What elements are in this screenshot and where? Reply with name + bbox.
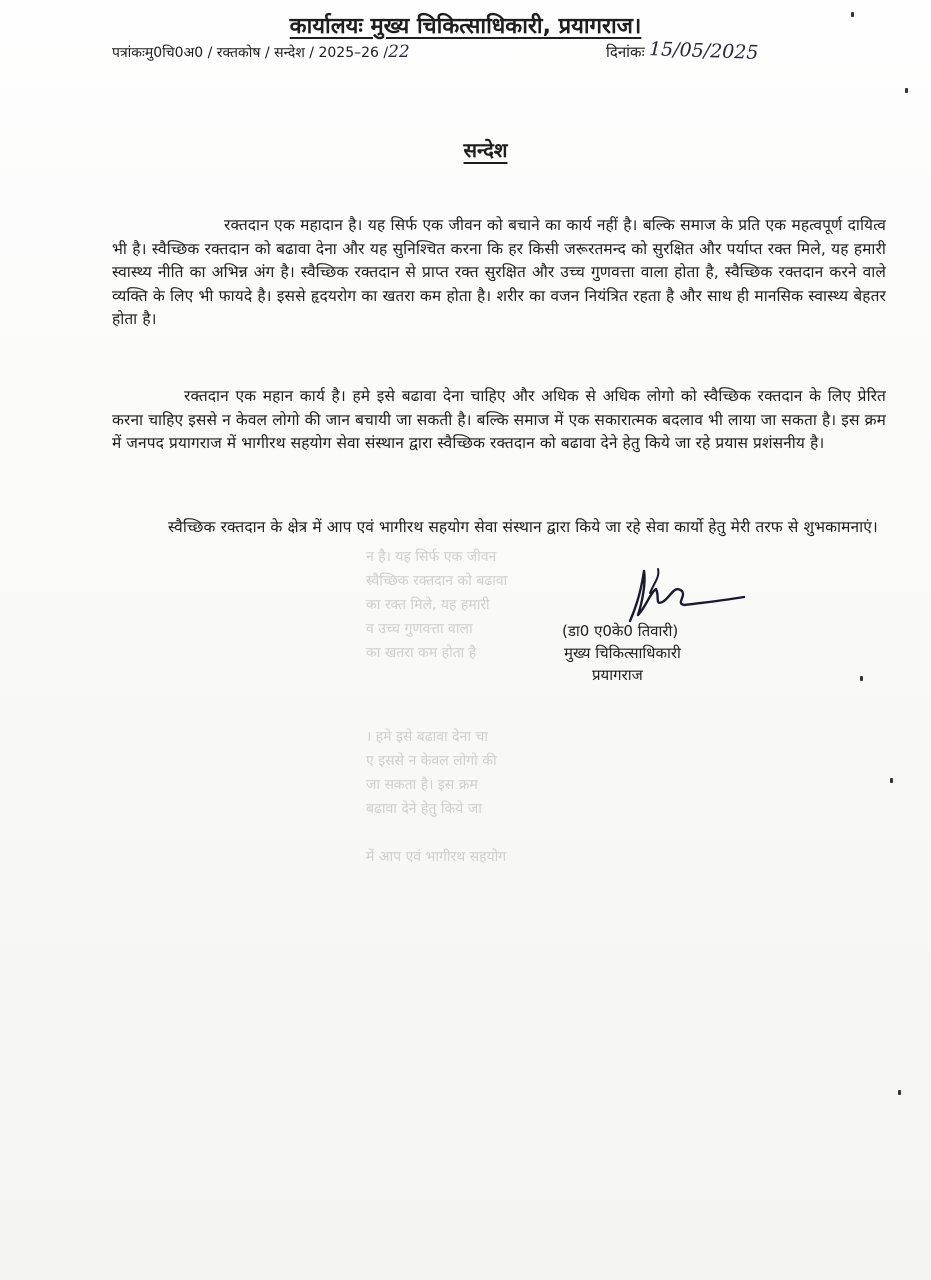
letter-title (0, 136, 931, 163)
scan-speck (898, 1090, 901, 1095)
reference-number: 22 (388, 42, 410, 62)
bleed-line: जा सकता है। इस क्रम (366, 777, 478, 793)
paragraph-1: रक्तदान एक महादान है। यह सिर्फ एक जीवन को बचाने का कार्य नहीं है। बल्कि समाज के प्रति एक महत्वपूर्ण दायित्व भी है। स्वैच्छिक रक्तदान को बढावा देना और यह सुनिश्चित करना कि हर किसी जरूरतमन्द को सुरक्षित और पर्याप्त रक्त मिले, यह हमारी स्वास्थ्य नीति का अभिन्न अंग है। स्वैच्छिक रक्तदान से प्राप्त रक्त सुरक्षित और उच्च गुणवत्ता वाला होता है, स्वैच्छिक रक्तदान करने वाले व्यक्ति के लिए भी फायदे है। इससे हृदयरोग का खतरा कम होता है। शरीर का वजन नियंत्रित रहता है और साथ ही मानसिक स्वास्थ्य बेहतर होता है। (112, 216, 886, 328)
scan-speck (890, 778, 893, 783)
signatory-designation: मुख्य चिकित्साधिकारी (564, 644, 681, 662)
signatory-name: (डा0 ए0के0 तिवारी) (562, 622, 679, 640)
bleed-line: स्वैच्छिक रक्तदान को बढावा (366, 573, 508, 589)
scan-speck (860, 676, 863, 681)
office-heading (0, 10, 931, 40)
office-heading-text: कार्यालयः मुख्य चिकित्साधिकारी, प्रयागराज। (289, 14, 642, 39)
date-value: 15/05/2025 (649, 38, 760, 64)
bleed-line: में आप एवं भागीरथ सहयोग (366, 849, 507, 865)
signatory-place: प्रयागराज (592, 666, 643, 684)
date-line (606, 40, 759, 62)
scan-speck (905, 88, 908, 93)
date-label: दिनांकः (606, 43, 645, 61)
letter-title-text: सन्देश (463, 138, 508, 162)
bleed-line: बढावा देने हेतु किये जा (366, 801, 482, 817)
bleed-line: न है। यह सिर्फ एक जीवन (366, 549, 497, 565)
paragraph-2: रक्तदान एक महान कार्य है। हमे इसे बढावा देना चाहिए और अधिक से अधिक लोगो को स्वैच्छिक रक्तदान के लिए प्रेरित करना चाहिए इससे न केवल लोगो की जान बचायी जा सकती है। बल्कि समाज में एक सकारात्मक बदलाव भी लाया जा सकता है। इस क्रम में जनपद प्रयागराज में भागीरथ सहयोग सेवा संस्थान द्वारा स्वैच्छिक रक्तदान को बढावा देने हेतु किये जा रहे प्रयास प्रशंसनीय है। (112, 387, 886, 452)
scan-speck (851, 12, 854, 17)
bleed-line: का रक्त मिले, यह हमारी (366, 597, 490, 613)
signatory-block (562, 620, 681, 686)
bleed-through-block-1 (366, 545, 507, 665)
bleed-through-block-2 (366, 725, 506, 869)
reference-prefix: पत्रांकःमु0चि0अ0 / रक्तकोष / सन्देश / 2025–26 / (112, 45, 389, 61)
bleed-line: व उच्च गुणवत्ता वाला (366, 621, 473, 637)
bleed-line: ए इससे न केवल लोगो की (366, 753, 497, 769)
bleed-line: का खतरा कम होता है (366, 645, 477, 661)
paragraph-3: स्वैच्छिक रक्तदान के क्षेत्र में आप एवं भागीरथ सहयोग सेवा संस्थान द्वारा किये जा रहे सेवा कार्यो हेतु मेरी तरफ से शुभकामनाएं। (168, 518, 878, 536)
reference-line (112, 42, 410, 62)
bleed-line: । हमे इसे बढावा देना चा (366, 729, 488, 745)
